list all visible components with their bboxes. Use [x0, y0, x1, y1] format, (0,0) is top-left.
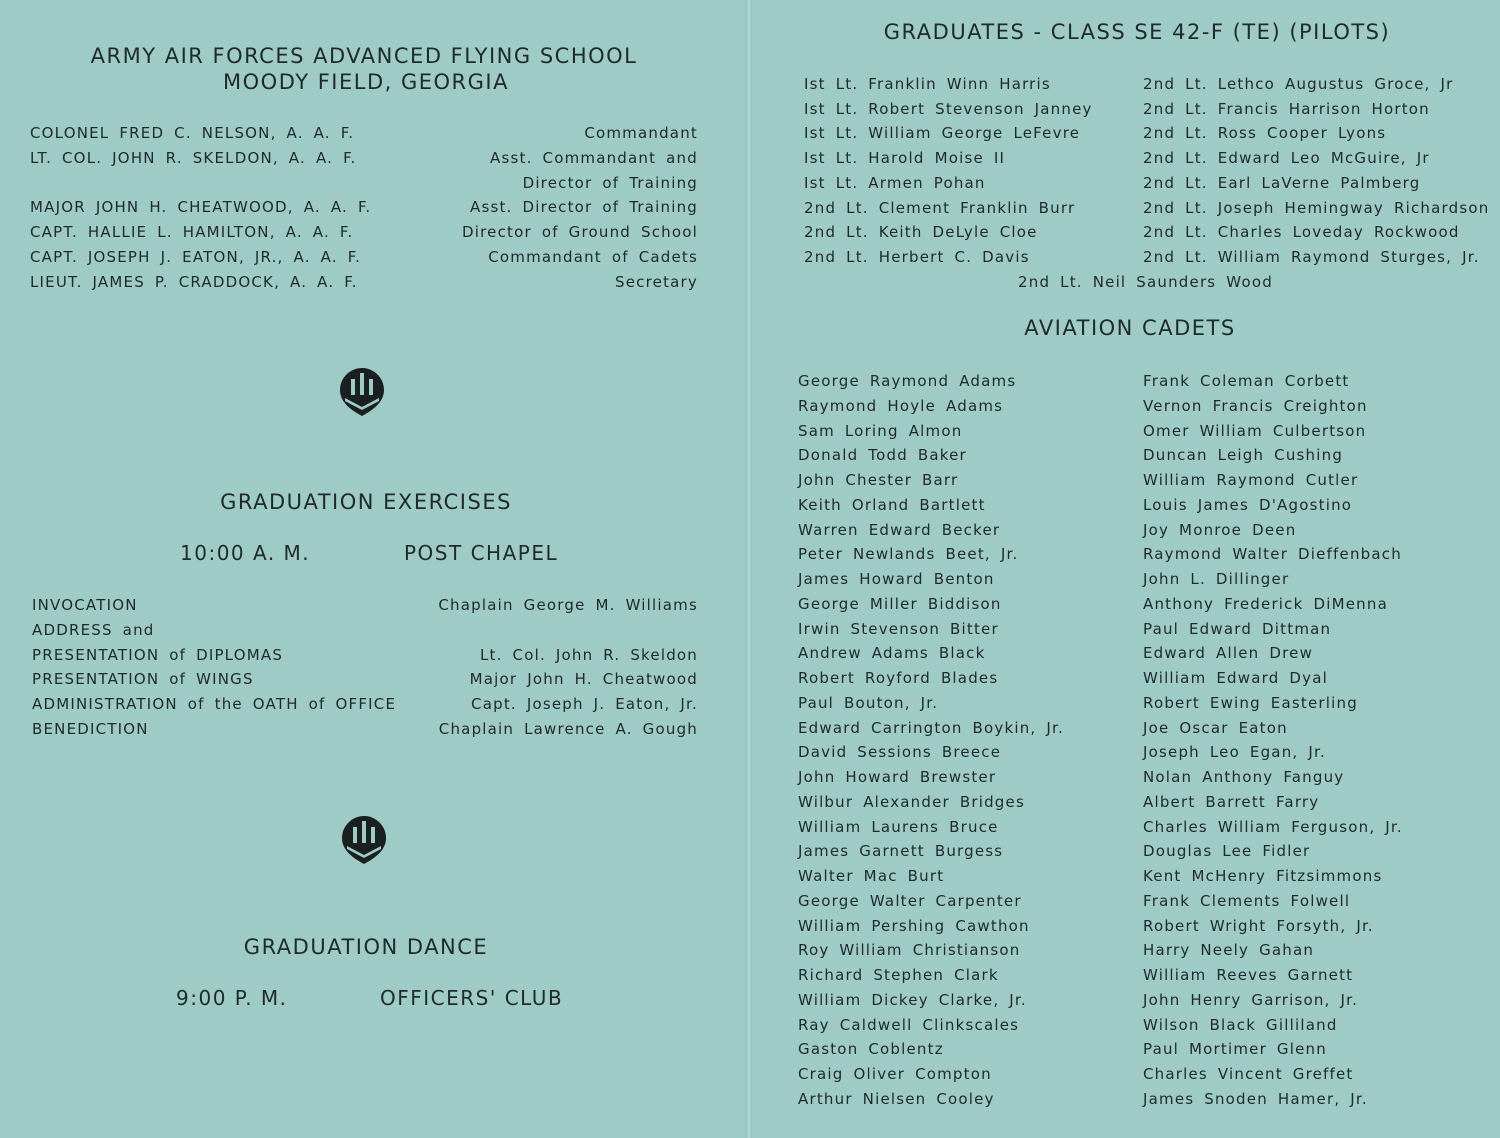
graduate-name: 2nd Lt. Joseph Hemingway Richardson	[1143, 199, 1490, 217]
cadet-name: Peter Newlands Beet, Jr.	[798, 545, 1019, 563]
graduate-name: 2nd Lt. Edward Leo McGuire, Jr	[1143, 149, 1430, 167]
program-item: PRESENTATION of DIPLOMAS	[32, 646, 284, 664]
cadet-name: Frank Coleman Corbett	[1143, 372, 1350, 390]
graduate-name: 2nd Lt. Francis Harrison Horton	[1143, 100, 1430, 118]
graduate-name: Ist Lt. Harold Moise II	[804, 149, 1006, 167]
graduate-name: 2nd Lt. William Raymond Sturges, Jr.	[1143, 248, 1480, 266]
program-item: ADMINISTRATION of the OATH of OFFICE	[32, 695, 397, 713]
program-item: ADDRESS and	[32, 621, 155, 639]
cadet-name: Duncan Leigh Cushing	[1143, 446, 1344, 464]
cadet-name: John L. Dillinger	[1143, 570, 1290, 588]
graduate-name: 2nd Lt. Charles Loveday Rockwood	[1143, 223, 1460, 241]
cadet-name: Vernon Francis Creighton	[1143, 397, 1368, 415]
cadet-name: William Pershing Cawthon	[798, 917, 1030, 935]
cadet-name: William Raymond Cutler	[1143, 471, 1359, 489]
cadet-name: Nolan Anthony Fanguy	[1143, 768, 1345, 786]
cadet-name: Wilson Black Gilliland	[1143, 1016, 1338, 1034]
program-person: Chaplain George M. Williams	[438, 596, 698, 614]
cadet-name: George Miller Biddison	[798, 595, 1002, 613]
staff-title: Commandant of Cadets	[488, 248, 698, 266]
cadet-name: Albert Barrett Farry	[1143, 793, 1320, 811]
cadet-name: Wilbur Alexander Bridges	[798, 793, 1025, 811]
cadet-name: Charles William Ferguson, Jr.	[1143, 818, 1403, 836]
graduate-name: 2nd Lt. Keith DeLyle Cloe	[804, 223, 1038, 241]
graduates-last: 2nd Lt. Neil Saunders Wood	[1018, 273, 1273, 291]
cadet-name: Donald Todd Baker	[798, 446, 967, 464]
cadet-name: Charles Vincent Greffet	[1143, 1065, 1354, 1083]
graduate-name: 2nd Lt. Ross Cooper Lyons	[1143, 124, 1387, 142]
cadet-name: George Raymond Adams	[798, 372, 1017, 390]
cadet-name: Edward Carrington Boykin, Jr.	[798, 719, 1064, 737]
program-person: Chaplain Lawrence A. Gough	[438, 720, 698, 738]
program-item: BENEDICTION	[32, 720, 149, 738]
cadet-name: Roy William Christianson	[798, 941, 1021, 959]
cadet-name: James Garnett Burgess	[798, 842, 1004, 860]
cadet-name: Joseph Leo Egan, Jr.	[1143, 743, 1326, 761]
program-item: INVOCATION	[32, 596, 138, 614]
graduates-title: GRADUATES - CLASS SE 42-F (TE) (PILOTS)	[883, 20, 1391, 44]
graduate-name: 2nd Lt. Clement Franklin Burr	[804, 199, 1076, 217]
cadet-name: Robert Ewing Easterling	[1143, 694, 1358, 712]
cadet-name: Paul Bouton, Jr.	[798, 694, 939, 712]
cadet-name: Irwin Stevenson Bitter	[798, 620, 999, 638]
exercises-time: 10:00 A. M.	[180, 541, 311, 565]
cadet-name: Joy Monroe Deen	[1143, 521, 1297, 539]
graduate-name: Ist Lt. Armen Pohan	[804, 174, 986, 192]
program-item: PRESENTATION of WINGS	[32, 670, 254, 688]
staff-title: Director of Ground School	[462, 223, 698, 241]
cadet-name: Ray Caldwell Clinkscales	[798, 1016, 1020, 1034]
left-page	[0, 0, 748, 1138]
cadet-name: Anthony Frederick DiMenna	[1143, 595, 1388, 613]
staff-name: LIEUT. JAMES P. CRADDOCK, A. A. F.	[30, 273, 358, 291]
exercises-title: GRADUATION EXERCISES	[220, 490, 512, 514]
cadet-name: Paul Mortimer Glenn	[1143, 1040, 1327, 1058]
cadet-name: Raymond Walter Dieffenbach	[1143, 545, 1402, 563]
staff-title: Commandant	[584, 124, 698, 142]
cadet-name: William Reeves Garnett	[1143, 966, 1354, 984]
staff-title: Asst. Director of Training	[470, 198, 698, 216]
cadet-name: Craig Oliver Compton	[798, 1065, 992, 1083]
cadet-name: Omer William Culbertson	[1143, 422, 1367, 440]
dance-title: GRADUATION DANCE	[243, 935, 489, 959]
graduate-name: 2nd Lt. Herbert C. Davis	[804, 248, 1030, 266]
cadets-title: AVIATION CADETS	[1024, 316, 1236, 340]
staff-name: CAPT. JOSEPH J. EATON, JR., A. A. F.	[30, 248, 362, 266]
graduate-name: 2nd Lt. Lethco Augustus Groce, Jr	[1143, 75, 1454, 93]
cadet-name: Joe Oscar Eaton	[1143, 719, 1288, 737]
cadet-name: George Walter Carpenter	[798, 892, 1022, 910]
cadet-name: Gaston Coblentz	[798, 1040, 944, 1058]
cadet-name: Frank Clements Folwell	[1143, 892, 1351, 910]
graduate-name: Ist Lt. William George LeFevre	[804, 124, 1081, 142]
dance-time: 9:00 P. M.	[176, 986, 288, 1010]
staff-name: MAJOR JOHN H. CHEATWOOD, A. A. F.	[30, 198, 372, 216]
cadet-name: James Howard Benton	[798, 570, 995, 588]
right-page	[752, 0, 1500, 1138]
cadet-name: John Henry Garrison, Jr.	[1143, 991, 1359, 1009]
staff-name: CAPT. HALLIE L. HAMILTON, A. A. F.	[30, 223, 354, 241]
cadet-name: Paul Edward Dittman	[1143, 620, 1332, 638]
staff-name: COLONEL FRED C. NELSON, A. A. F.	[30, 124, 355, 142]
cadet-name: Harry Neely Gahan	[1143, 941, 1315, 959]
dance-place: OFFICERS' CLUB	[380, 986, 564, 1010]
cadet-name: William Dickey Clarke, Jr.	[798, 991, 1027, 1009]
cadet-name: Edward Allen Drew	[1143, 644, 1314, 662]
cadet-name: Arthur Nielsen Cooley	[798, 1090, 995, 1108]
cadet-name: Louis James D'Agostino	[1143, 496, 1353, 514]
program-person: Capt. Joseph J. Eaton, Jr.	[471, 695, 698, 713]
cadet-name: Andrew Adams Black	[798, 644, 986, 662]
cadet-name: Robert Wright Forsyth, Jr.	[1143, 917, 1374, 935]
graduate-name: Ist Lt. Franklin Winn Harris	[804, 75, 1051, 93]
staff-title: Secretary	[615, 273, 698, 291]
cadet-name: John Chester Barr	[798, 471, 959, 489]
cadet-name: William Edward Dyal	[1143, 669, 1328, 687]
winged-propeller-emblem-icon	[341, 815, 387, 865]
program-person: Lt. Col. John R. Skeldon	[479, 646, 698, 664]
cadet-name: Robert Royford Blades	[798, 669, 999, 687]
school-location: MOODY FIELD, GEORGIA	[223, 70, 509, 94]
graduate-name: 2nd Lt. Earl LaVerne Palmberg	[1143, 174, 1421, 192]
cadet-name: William Laurens Bruce	[798, 818, 999, 836]
program-person: Major John H. Cheatwood	[469, 670, 698, 688]
school-title: ARMY AIR FORCES ADVANCED FLYING SCHOOL	[90, 44, 638, 68]
cadet-name: James Snoden Hamer, Jr.	[1143, 1090, 1368, 1108]
staff-name: LT. COL. JOHN R. SKELDON, A. A. F.	[30, 149, 357, 167]
cadet-name: Richard Stephen Clark	[798, 966, 999, 984]
staff-title: Asst. Commandant and	[490, 149, 698, 167]
cadet-name: Warren Edward Becker	[798, 521, 1001, 539]
cadet-name: Walter Mac Burt	[798, 867, 945, 885]
exercises-place: POST CHAPEL	[404, 541, 559, 565]
winged-propeller-emblem-icon	[339, 367, 385, 417]
cadet-name: John Howard Brewster	[798, 768, 997, 786]
cadet-name: Raymond Hoyle Adams	[798, 397, 1004, 415]
staff-title-continued: Director of Training	[522, 174, 698, 192]
cadet-name: Douglas Lee Fidler	[1143, 842, 1311, 860]
cadet-name: David Sessions Breece	[798, 743, 1002, 761]
cadet-name: Kent McHenry Fitzsimmons	[1143, 867, 1383, 885]
graduate-name: Ist Lt. Robert Stevenson Janney	[804, 100, 1093, 118]
cadet-name: Keith Orland Bartlett	[798, 496, 986, 514]
cadet-name: Sam Loring Almon	[798, 422, 963, 440]
